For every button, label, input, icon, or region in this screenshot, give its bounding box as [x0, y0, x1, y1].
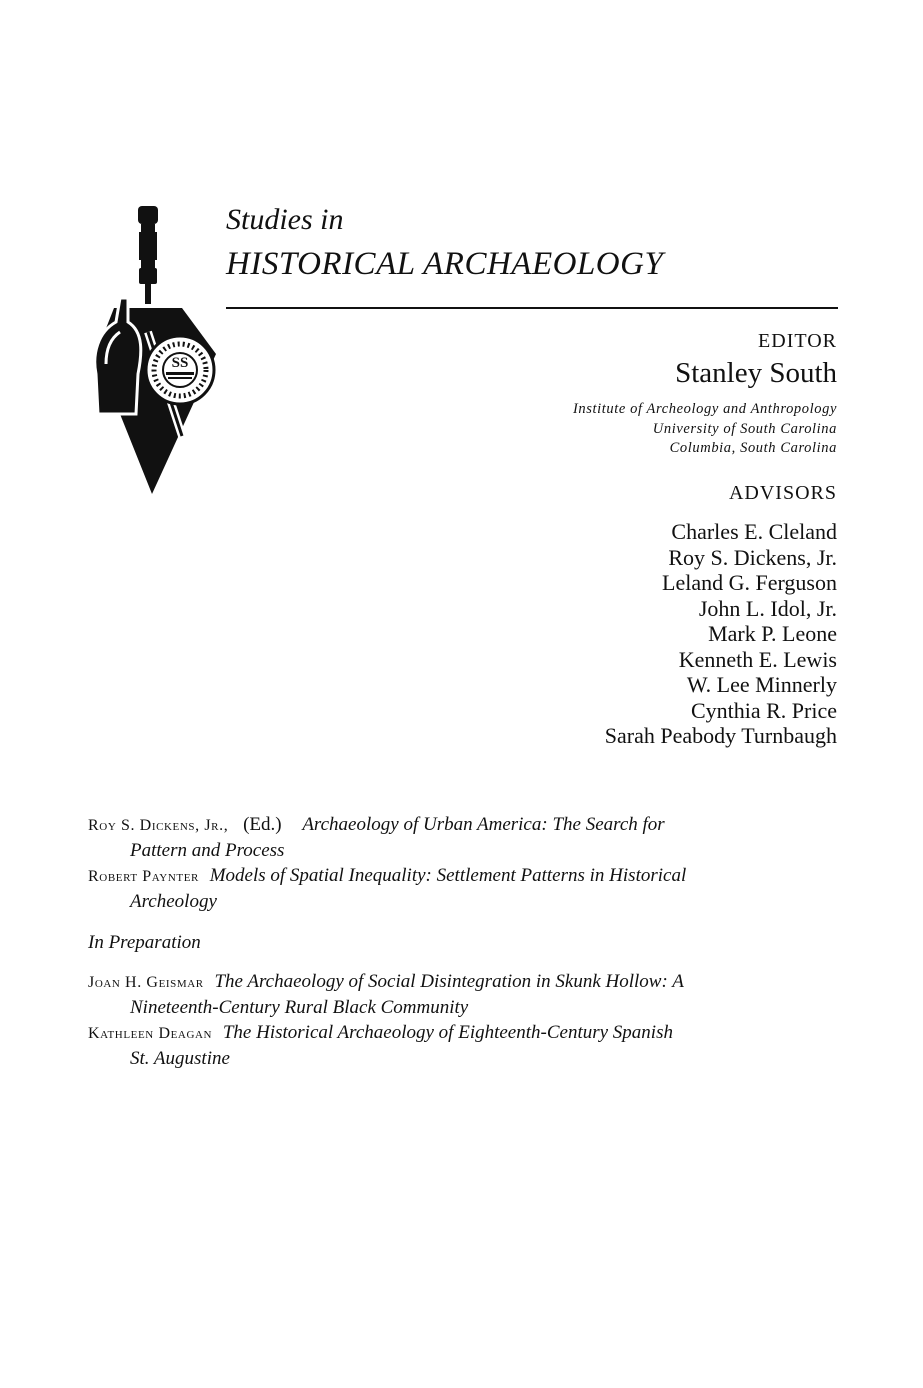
publication-first-line — [88, 812, 848, 838]
series-title-line2: HISTORICAL ARCHAEOLOGY — [226, 246, 664, 282]
advisor-name: Cynthia R. Price — [690, 697, 837, 723]
advisor-name: Roy S. Dickens, Jr. — [668, 544, 837, 570]
advisors-list — [605, 519, 837, 749]
publication-entry — [88, 1020, 848, 1071]
publication-title: The Historical Archaeology of Eighteenth-Century Spanish — [222, 1022, 673, 1043]
publication-title: The Archaeology of Social Disintegration in Skunk Hollow: A — [214, 971, 684, 992]
seal-monogram: SS — [171, 355, 189, 371]
advisors-heading: ADVISORS — [728, 482, 837, 504]
publication-editor-tag: (Ed.) — [243, 814, 282, 835]
series-title — [226, 200, 846, 288]
advisor-name: Leland G. Ferguson — [662, 570, 837, 595]
publication-author: Roy S. Dickens, Jr., — [88, 817, 229, 834]
publication-entry — [88, 863, 848, 914]
affiliation-line: Columbia, South Carolina — [669, 440, 837, 456]
advisor-name: Kenneth E. Lewis — [678, 646, 837, 672]
in-preparation-heading: In Preparation — [88, 932, 201, 953]
advisor-name: Mark P. Leone — [708, 621, 837, 646]
title-rule — [226, 307, 838, 309]
publication-author: Joan H. Geismar — [88, 974, 204, 991]
series-title-line1: Studies in — [226, 203, 344, 236]
editor-name: Stanley South — [675, 357, 837, 389]
advisor-name: Charles E. Cleland — [671, 519, 837, 544]
publication-author: Kathleen Deagan — [88, 1025, 213, 1042]
publication-title-continuation: St. Augustine — [130, 1048, 230, 1069]
advisor-name: Sarah Peabody Turnbaugh — [604, 723, 837, 748]
publication-title-continuation: Pattern and Process — [130, 840, 285, 861]
publication-first-line — [88, 969, 848, 995]
editor-affiliation — [573, 400, 837, 459]
publication-title: Models of Spatial Inequality: Settlement Patterns in Historical — [209, 865, 687, 886]
publication-author: Robert Paynter — [88, 868, 199, 885]
trowel-bottle-seal-logo-icon — [84, 204, 224, 496]
publication-title-continuation: Archeology — [130, 891, 217, 912]
publication-first-line — [88, 1020, 848, 1046]
publication-title-continuation: Nineteenth-Century Rural Black Community — [130, 997, 469, 1018]
publication-entry — [88, 812, 848, 863]
affiliation-line: Institute of Archeology and Anthropology — [572, 401, 837, 417]
advisor-name: John L. Idol, Jr. — [698, 595, 837, 621]
publication-first-line — [88, 863, 848, 889]
series-logo — [84, 204, 224, 496]
affiliation-line: University of South Carolina — [652, 420, 837, 437]
publication-entry — [88, 969, 848, 1020]
advisor-name: W. Lee Minnerly — [686, 672, 837, 697]
publication-title: Archaeology of Urban America: The Search for — [302, 814, 665, 835]
publications-list — [88, 812, 848, 1071]
editor-heading: EDITOR — [758, 330, 837, 352]
